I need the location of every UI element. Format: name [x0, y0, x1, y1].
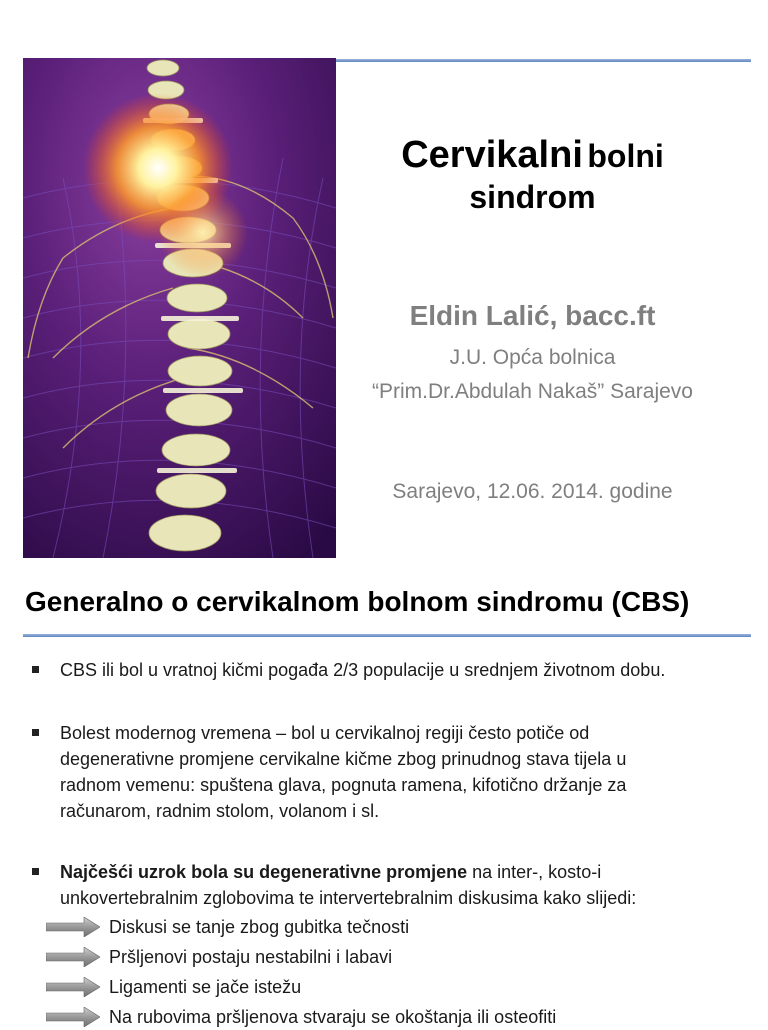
- bullet-text-2: [60, 720, 750, 824]
- title-word-bolni: bolni: [587, 138, 664, 174]
- spine-illustration-graphic: [23, 58, 336, 558]
- section-divider: [23, 634, 751, 637]
- bullet-text-3: [60, 859, 750, 911]
- bullet-3-line-2: unkovertebralnim zglobovima te intervertebralnim diskusima kako slijedi:: [60, 888, 637, 908]
- arrow-item-text: Pršljenovi postaju nestabilni i labavi: [109, 946, 393, 967]
- arrow-item: [46, 974, 301, 1000]
- bullet-2-line-4: računarom, radnim stolom, volanom i sl.: [60, 801, 380, 821]
- bullet-3-rest-text: na inter-, kosto-i: [467, 862, 602, 882]
- title-word-cervikalni: Cervikalni: [401, 134, 583, 176]
- arrow-item-text: Diskusi se tanje zbog gubitka tečnosti: [109, 916, 410, 937]
- arrow-item-text: Na rubovima pršljenova stvaraju se okoštanja ili osteofiti: [109, 1006, 557, 1027]
- institution-line-1: J.U. Opća bolnica: [449, 346, 616, 369]
- bullet-2-line-3: radnom vemenu: spuštena glava, pognuta ramena, kifotično držanje za: [60, 775, 627, 795]
- author-name: Eldin Lalić, bacc.ft: [409, 300, 656, 331]
- presentation-date: Sarajevo, 12.06. 2014. godine: [392, 480, 673, 503]
- bullet-2-line-1: Bolest modernog vremena – bol u cervikalnoj regiji često potiče od: [60, 723, 590, 743]
- title-word-sindrom: sindrom: [469, 179, 596, 216]
- right-arrow-icon: [46, 917, 100, 937]
- presentation-title: [345, 132, 720, 217]
- arrow-item-text: Ligamenti se jače istežu: [109, 976, 302, 997]
- spine-illustration: [23, 58, 336, 558]
- right-arrow-icon: [46, 947, 100, 967]
- right-arrow-icon: [46, 977, 100, 997]
- bullet-marker: [32, 666, 39, 673]
- arrow-item: [46, 1004, 556, 1030]
- header-divider: [336, 59, 751, 62]
- arrow-item: [46, 914, 409, 940]
- institution-line-2: “Prim.Dr.Abdulah Nakaš” Sarajevo: [372, 380, 693, 403]
- bullet-3-bold-text: Najčešći uzrok bola su degenerativne promjene: [60, 862, 468, 882]
- bullet-text-1: CBS ili bol u vratnoj kičmi pogađa 2/3 populacije u srednjem životnom dobu.: [60, 660, 666, 680]
- bullet-marker: [32, 868, 39, 875]
- bullet-marker: [32, 729, 39, 736]
- section-title: Generalno o cervikalnom bolnom sindromu (CBS): [25, 586, 690, 617]
- bullet-2-line-2: degenerativne promjene cervikalne kičme zbog prinudnog stava tijela u: [60, 749, 627, 769]
- arrow-item: [46, 944, 392, 970]
- right-arrow-icon: [46, 1007, 100, 1027]
